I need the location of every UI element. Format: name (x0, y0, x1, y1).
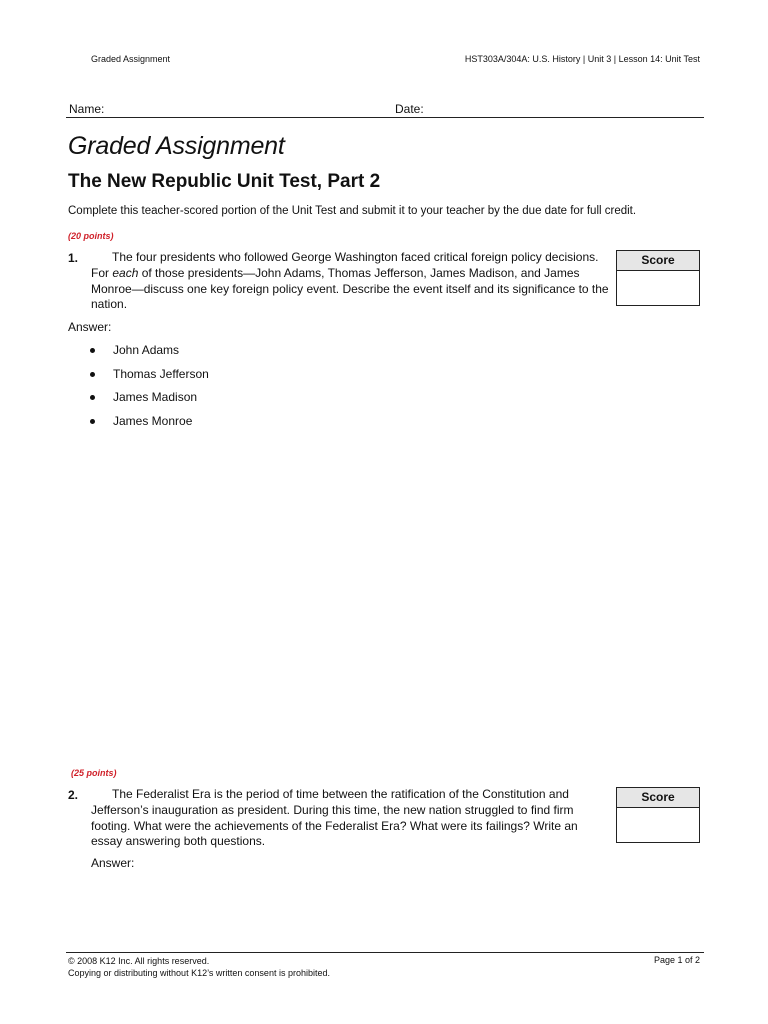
question-2-score-label: Score (617, 788, 699, 808)
question-1-prompt-part-2: of those presidents—John Adams, Thomas Jefferson, James Madison, and James Monroe—discuss one key foreign policy event. Describe the event itself and its significance to the nation. (91, 265, 609, 312)
question-2-answer-label: Answer: (91, 856, 135, 870)
list-item (90, 343, 209, 367)
question-1-prompt (91, 250, 611, 313)
name-date-rule (66, 117, 704, 118)
question-1-prompt-emphasis: each (112, 265, 139, 280)
list-item-label: Thomas Jefferson (113, 366, 209, 381)
president-list (90, 343, 209, 437)
question-2-points: (25 points) (71, 768, 117, 778)
question-1-points: (20 points) (68, 231, 114, 241)
list-item (90, 367, 209, 391)
page-number: Page 1 of 2 (653, 955, 700, 965)
name-field-label: Name: (69, 102, 105, 116)
bullet-icon (90, 372, 95, 377)
list-item-label: John Adams (113, 343, 180, 357)
running-header-right: HST303A/304A: U.S. History | Unit 3 | Lesson 14: Unit Test (464, 54, 700, 64)
question-2-prompt (91, 787, 611, 850)
bullet-icon (90, 348, 95, 353)
footer-copyright: © 2008 K12 Inc. All rights reserved. (68, 956, 210, 966)
bullet-icon (90, 395, 95, 400)
document-title: Graded Assignment (68, 132, 285, 160)
list-item-label: James Madison (113, 390, 198, 404)
footer-notice: Copying or distributing without K12’s written consent is prohibited. (68, 968, 330, 978)
question-2-prompt-text: The Federalist Era is the period of time between the ratification of the Constitution and Jefferson’s inauguration as president. During this time, the new nation struggled to find firm footing. What were the achievements of the Federalist Era? What were its failings? Write an essay answering both questions. (91, 787, 578, 849)
question-1-score-box (616, 250, 700, 306)
question-1-score-label: Score (617, 251, 699, 271)
question-2-score-box (616, 787, 700, 843)
bullet-icon (90, 419, 95, 424)
footer-legal (68, 955, 330, 979)
document-subtitle: The New Republic Unit Test, Part 2 (68, 171, 381, 192)
question-2-number: 2. (68, 788, 79, 802)
question-1-prompt-part-1: The four presidents who followed George Washington faced critical foreign policy decisions. For (91, 250, 599, 280)
running-header-left: Graded Assignment (91, 54, 171, 64)
list-item (90, 414, 209, 438)
footer-rule (66, 952, 704, 953)
question-1-number: 1. (68, 251, 79, 265)
date-field-label: Date: (395, 102, 424, 116)
instructions-text: Complete this teacher-scored portion of the Unit Test and submit it to your teacher by the due date for full credit. (68, 205, 637, 217)
list-item (90, 390, 209, 414)
question-1-answer-label: Answer: (68, 320, 112, 334)
list-item-label: James Monroe (113, 413, 193, 428)
